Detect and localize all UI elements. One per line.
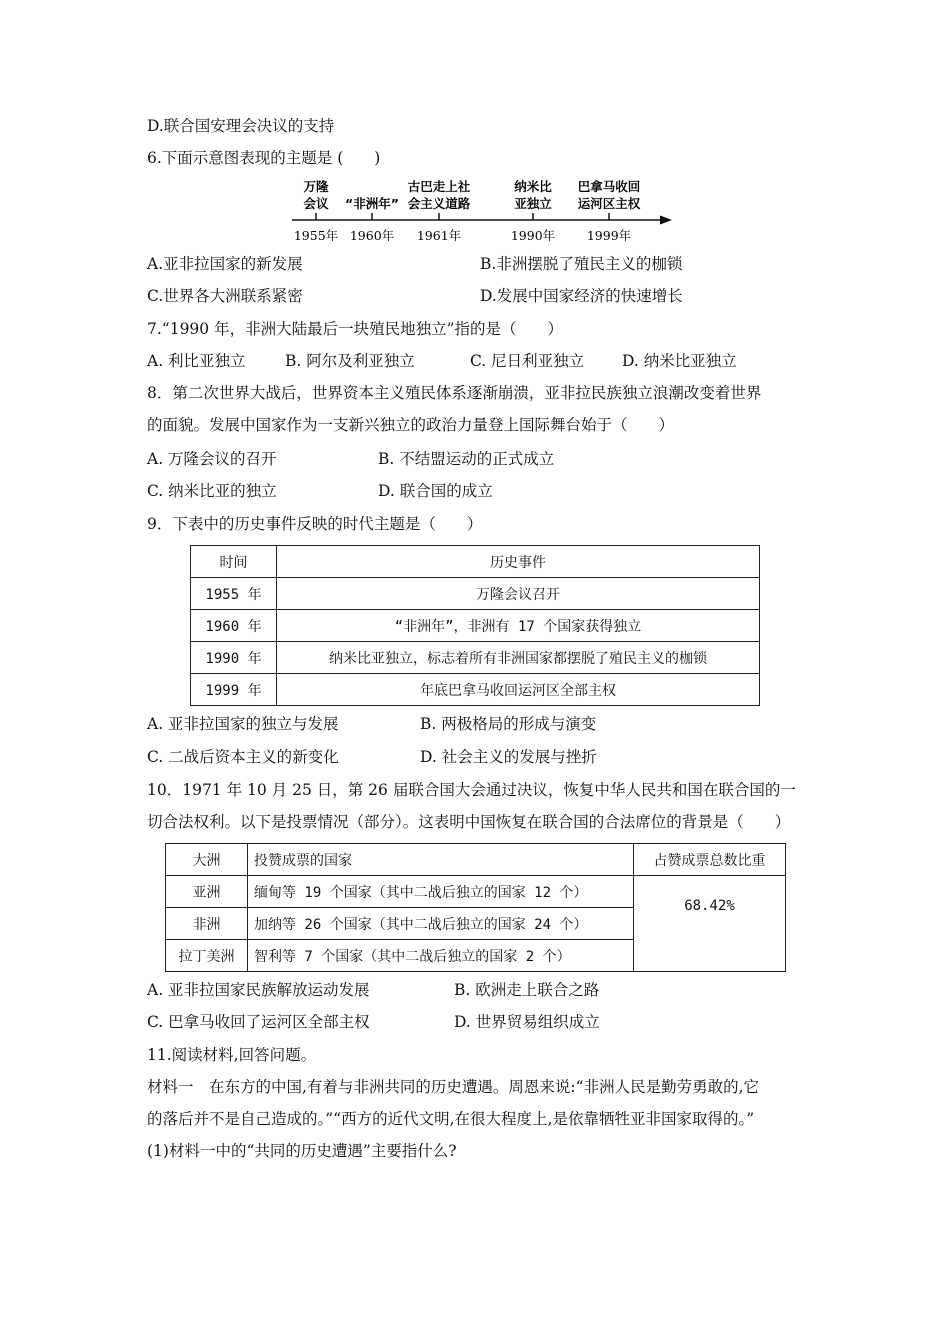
- table-header: 占赞成票总数比重: [634, 844, 786, 876]
- q6-option-a: A.亚非拉国家的新发展: [147, 255, 303, 273]
- q8-option-b: B. 不结盟运动的正式成立: [378, 450, 555, 468]
- q10-stem-line2: 切合法权利。以下是投票情况（部分）。这表明中国恢复在联合国的合法席位的背景是（ ）: [147, 813, 791, 831]
- q8-option-c: C. 纳米比亚的独立: [147, 482, 277, 500]
- timeline-label-bottom: 亚独立: [514, 196, 552, 211]
- table-header-row: [166, 844, 786, 876]
- q11-material-line1: 材料一 在东方的中国,有着与非洲共同的历史遭遇。周恩来说:“非洲人民是勤劳勇敢的,它: [147, 1078, 760, 1096]
- timeline-year: 1955年: [293, 228, 339, 243]
- table-row: [191, 610, 760, 642]
- timeline-year: 1961年: [416, 228, 462, 243]
- share-cell: 68.42%: [634, 876, 786, 972]
- q6-option-c: C.世界各大洲联系紧密: [147, 287, 303, 305]
- table-header-row: [191, 546, 760, 578]
- q8-stem-line1: 8．第二次世界大战后，世界资本主义殖民体系逐渐崩溃，亚非拉民族独立浪潮改变着世界: [147, 384, 762, 402]
- timeline-label-top: 巴拿马收回: [577, 179, 641, 194]
- table-cell: 缅甸等 19 个国家（其中二战后独立的国家 12 个）: [248, 876, 634, 908]
- timeline-event: [294, 179, 338, 243]
- q8-stem-line2: 的面貌。发展中国家作为一支新兴独立的政治力量登上国际舞台始于（ ）: [147, 416, 675, 434]
- table-row: [166, 876, 786, 908]
- q9-option-c: C. 二战后资本主义的新变化: [147, 748, 339, 766]
- table-row: [191, 578, 760, 610]
- q9-stem: 9．下表中的历史事件反映的时代主题是（ ）: [147, 515, 483, 533]
- q11-stem: 11.阅读材料,回答问题。: [147, 1046, 317, 1064]
- q6-option-b: B.非洲摆脱了殖民主义的枷锁: [480, 255, 683, 273]
- timeline-label-bottom: “非洲年”: [345, 196, 399, 211]
- q9-option-b: B. 两极格局的形成与演变: [420, 715, 597, 733]
- q6-stem: 6.下面示意图表现的主题是 ( ): [147, 149, 381, 167]
- timeline-label-bottom: 会议: [303, 196, 329, 211]
- table-cell: 1999 年: [191, 674, 277, 706]
- table-header: 大洲: [166, 844, 248, 876]
- timeline-year: 1990年: [510, 228, 556, 243]
- timeline-label-bottom: 会主义道路: [407, 196, 471, 211]
- q9-option-d: D. 社会主义的发展与挫折: [420, 748, 597, 766]
- table-cell: 万隆会议召开: [277, 578, 760, 610]
- table-cell: 1955 年: [191, 578, 277, 610]
- timeline-label-top: 纳米比: [514, 179, 552, 194]
- table-cell: 拉丁美洲: [166, 940, 248, 972]
- table-cell: 1960 年: [191, 610, 277, 642]
- q10-option-c: C. 巴拿马收回了运河区全部主权: [147, 1013, 370, 1031]
- table-row: [191, 674, 760, 706]
- q10-stem-line1: 10．1971 年 10 月 25 日，第 26 届联合国大会通过决议，恢复中华人民共和国在联合国的一: [147, 781, 796, 799]
- timeline-year: 1999年: [586, 228, 632, 243]
- table-cell: 纳米比亚独立，标志着所有非洲国家都摆脱了殖民主义的枷锁: [277, 642, 760, 674]
- table-cell: 加纳等 26 个国家（其中二战后独立的国家 24 个）: [248, 908, 634, 940]
- timeline-arrow: [660, 216, 672, 225]
- q6-timeline: [0, 176, 950, 256]
- q11-material-line2: 的落后并不是自己造成的。”“西方的近代文明,在很大程度上,是依靠牺牲亚非国家取得的。”: [147, 1110, 755, 1128]
- q9-option-a: A. 亚非拉国家的独立与发展: [147, 715, 339, 733]
- q5-option-d: D.联合国安理会决议的支持: [147, 117, 335, 135]
- table-header: 时间: [191, 546, 277, 578]
- timeline-year: 1960年: [349, 228, 395, 243]
- q6-option-d: D.发展中国家经济的快速增长: [480, 287, 683, 305]
- timeline-label-top: 万隆: [303, 179, 329, 194]
- table-row: [191, 642, 760, 674]
- timeline-event: [578, 179, 641, 243]
- table-cell: 非洲: [166, 908, 248, 940]
- table-cell: 年底巴拿马收回运河区全部主权: [277, 674, 760, 706]
- q10-option-d: D. 世界贸易组织成立: [454, 1013, 600, 1031]
- q7-option-b: B. 阿尔及利亚独立: [285, 352, 415, 370]
- q10-option-a: A. 亚非拉国家民族解放运动发展: [147, 981, 370, 999]
- timeline-label-top: 古巴走上社: [407, 179, 471, 194]
- table-cell: 智利等 7 个国家（其中二战后独立的国家 2 个）: [248, 940, 634, 972]
- q9-table: [190, 545, 760, 706]
- q7-option-d: D. 纳米比亚独立: [622, 352, 737, 370]
- q7-option-c: C. 尼日利亚独立: [470, 352, 585, 370]
- q7-stem: 7.“1990 年，非洲大陆最后一块殖民地独立”指的是（ ）: [147, 320, 564, 338]
- timeline-event: [511, 179, 555, 243]
- q11-sub1: (1)材料一中的“共同的历史遭遇”主要指什么?: [147, 1142, 457, 1160]
- timeline-event: [408, 179, 471, 243]
- q10-table: [165, 843, 786, 972]
- q8-option-a: A. 万隆会议的召开: [147, 450, 277, 468]
- table-cell: 1990 年: [191, 642, 277, 674]
- q10-option-b: B. 欧洲走上联合之路: [454, 981, 600, 999]
- timeline-label-bottom: 运河区主权: [577, 196, 641, 211]
- table-cell: 亚洲: [166, 876, 248, 908]
- q8-option-d: D. 联合国的成立: [378, 482, 493, 500]
- table-header: 历史事件: [277, 546, 760, 578]
- table-header: 投赞成票的国家: [248, 844, 634, 876]
- table-cell: “非洲年”，非洲有 17 个国家获得独立: [277, 610, 760, 642]
- q7-option-a: A. 利比亚独立: [147, 352, 246, 370]
